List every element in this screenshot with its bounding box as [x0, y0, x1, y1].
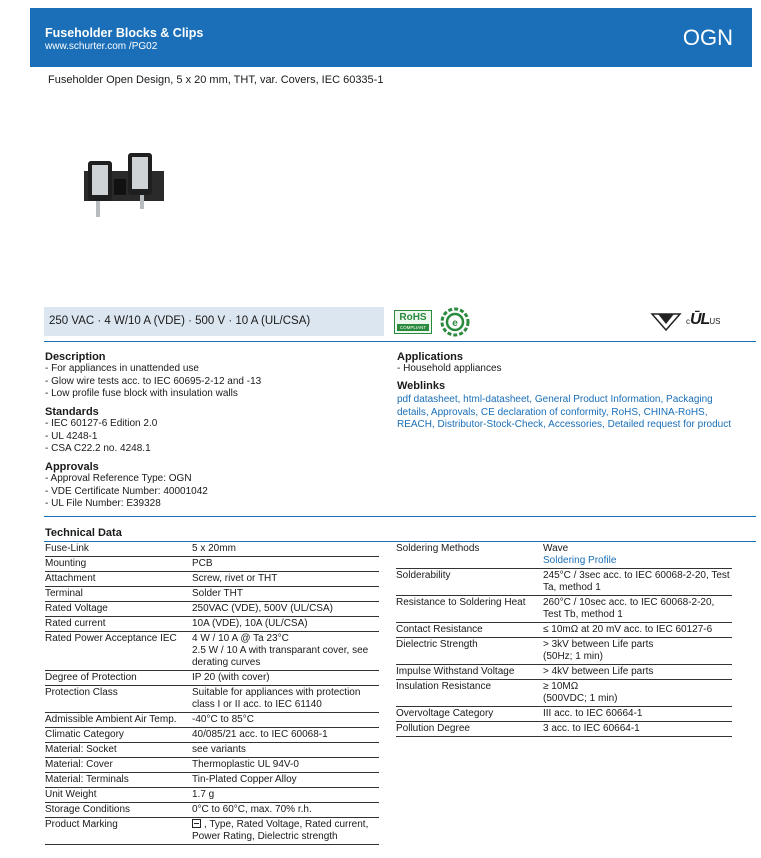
spec-key: Insulation Resistance [396, 680, 543, 707]
ul-c-label: c [686, 317, 690, 326]
spec-key: Resistance to Soldering Heat [396, 596, 543, 623]
spec-value: III acc. to IEC 60664-1 [543, 707, 732, 722]
table-row [396, 569, 732, 596]
vde-mark-icon [650, 312, 682, 332]
spec-value [192, 632, 379, 671]
list-item: - Low profile fuse block with insulation walls [45, 388, 238, 399]
spec-value: -40°C to 85°C [192, 713, 379, 728]
list-item: - CSA C22.2 no. 4248.1 [45, 443, 151, 454]
table-row [45, 803, 379, 818]
list-item: - UL File Number: E39328 [45, 498, 161, 509]
spec-value [543, 638, 732, 665]
table-row [45, 632, 379, 671]
product-code: OGN [682, 25, 733, 50]
spec-value [543, 542, 732, 569]
spec-value: 1.7 g [192, 788, 379, 803]
product-image [78, 145, 170, 220]
spec-value: see variants [192, 743, 379, 758]
table-row [396, 542, 732, 569]
weblinks-heading: Weblinks [397, 380, 446, 392]
table-row [45, 587, 379, 602]
spec-key: Storage Conditions [45, 803, 192, 818]
spec-key: Rated Voltage [45, 602, 192, 617]
table-row [396, 596, 732, 623]
table-row [45, 686, 379, 713]
spec-key: Protection Class [45, 686, 192, 713]
spec-value-line: (50Hz; 1 min) [543, 651, 604, 662]
spec-value: 3 acc. to IEC 60664-1 [543, 722, 732, 737]
spec-value: 10A (VDE), 10A (UL/CSA) [192, 617, 379, 632]
technical-data-heading: Technical Data [45, 527, 122, 539]
table-row [45, 572, 379, 587]
standards-list [45, 418, 157, 456]
list-item: - Household appliances [397, 363, 502, 374]
rohs-label: RoHS [399, 312, 427, 323]
spec-key: Attachment [45, 572, 192, 587]
table-row [45, 728, 379, 743]
table-row [396, 665, 732, 680]
spec-value: 40/085/21 acc. to IEC 60068-1 [192, 728, 379, 743]
table-row [45, 671, 379, 686]
spec-key: Pollution Degree [396, 722, 543, 737]
list-item: - For appliances in unattended use [45, 363, 199, 374]
product-subtitle: Fuseholder Open Design, 5 x 20 mm, THT, var. Covers, IEC 60335-1 [48, 74, 384, 86]
spec-value: 0°C to 60°C, max. 70% r.h. [192, 803, 379, 818]
spec-value: IP 20 (with cover) [192, 671, 379, 686]
table-row [45, 758, 379, 773]
spec-key: Dielectric Strength [396, 638, 543, 665]
page-header [30, 8, 752, 67]
table-row [45, 713, 379, 728]
list-item: - Approval Reference Type: OGN [45, 473, 192, 484]
table-row [45, 818, 379, 845]
approvals-list [45, 473, 208, 511]
list-item: - IEC 60127-6 Edition 2.0 [45, 418, 158, 429]
manufacturer-mark-icon [192, 819, 201, 828]
spec-value: 5 x 20mm [192, 542, 379, 557]
spec-value: > 4kV between Life parts [543, 665, 732, 680]
table-row [45, 557, 379, 572]
table-row [45, 602, 379, 617]
spec-value-line: 4 W / 10 A @ Ta 23°C [192, 633, 289, 644]
spec-key: Impulse Withstand Voltage [396, 665, 543, 680]
table-row [45, 542, 379, 557]
spec-key: Contact Resistance [396, 623, 543, 638]
applications-list [397, 363, 502, 376]
list-item: - UL 4248-1 [45, 430, 98, 442]
spec-key: Product Marking [45, 818, 192, 845]
spec-key: Fuse-Link [45, 542, 192, 557]
table-row [45, 617, 379, 632]
table-row [396, 638, 732, 665]
spec-key: Material: Terminals [45, 773, 192, 788]
technical-data-table-left [45, 542, 379, 845]
table-row [396, 722, 732, 737]
svg-text:e: e [452, 318, 458, 329]
description-heading: Description [45, 351, 106, 363]
weblinks-list[interactable]: pdf datasheet, html-datasheet, General Product Information, Packaging details, Approvals, CE declaration of conformity, RoHS, CHINA-RoHS, REACH, Distributor-Stock-Check, Accessories, Detailed request for product [397, 394, 732, 431]
standards-heading: Standards [45, 406, 99, 418]
cul-us-mark-icon: cŪLUS [686, 311, 721, 328]
divider [44, 516, 756, 517]
soldering-profile-link[interactable]: Soldering Profile [543, 555, 617, 566]
spec-key: Overvoltage Category [396, 707, 543, 722]
spec-value [543, 680, 732, 707]
spec-value: Tin-Plated Copper Alloy [192, 773, 379, 788]
spec-value: 250VAC (VDE), 500V (UL/CSA) [192, 602, 379, 617]
spec-key: Admissible Ambient Air Temp. [45, 713, 192, 728]
applications-heading: Applications [397, 351, 464, 363]
spec-key: Material: Socket [45, 743, 192, 758]
spec-key: Mounting [45, 557, 192, 572]
spec-key: Terminal [45, 587, 192, 602]
header-title: Fuseholder Blocks & Clips [45, 26, 204, 40]
list-item: - VDE Certificate Number: 40001042 [45, 485, 208, 497]
rating-bar [44, 307, 384, 336]
spec-value [192, 818, 379, 845]
spec-key: Degree of Protection [45, 671, 192, 686]
spec-value-line: > 3kV between Life parts [543, 639, 654, 650]
list-item: - Glow wire tests acc. to IEC 60695-2-12 and -13 [45, 375, 262, 387]
ul-us-label: US [709, 317, 721, 326]
table-row [396, 680, 732, 707]
description-list [45, 363, 261, 401]
rohs-sub-label: COMPLIANT [397, 324, 429, 331]
table-row [396, 623, 732, 638]
spec-value-text: , Type, Rated Voltage, Rated current, Power Rating, Dielectric strength [192, 819, 369, 842]
table-row [396, 707, 732, 722]
spec-key: Material: Cover [45, 758, 192, 773]
table-row [45, 773, 379, 788]
spec-key: Soldering Methods [396, 542, 543, 569]
spec-value: 260°C / 10sec acc. to IEC 60068-2-20, Test Tb, method 1 [543, 596, 732, 623]
spec-value: PCB [192, 557, 379, 572]
spec-value-line: ≥ 10MΩ [543, 681, 579, 692]
divider [44, 341, 756, 342]
spec-key: Climatic Category [45, 728, 192, 743]
china-rohs-icon [439, 307, 471, 337]
rohs-badge-icon [394, 310, 432, 334]
spec-value-line: 2.5 W / 10 A with transparant cover, see derating curves [192, 645, 369, 668]
spec-value: Screw, rivet or THT [192, 572, 379, 587]
spec-key: Unit Weight [45, 788, 192, 803]
spec-value: 245°C / 3sec acc. to IEC 60068-2-20, Test Ta, method 1 [543, 569, 732, 596]
spec-key: Solderability [396, 569, 543, 596]
spec-key: Rated Power Acceptance IEC [45, 632, 192, 671]
spec-value: Solder THT [192, 587, 379, 602]
rating-text: 250 VAC · 4 W/10 A (VDE) · 500 V · 10 A (UL/CSA) [49, 315, 311, 327]
header-url[interactable]: www.schurter.com /PG02 [45, 41, 158, 52]
spec-value: Thermoplastic UL 94V-0 [192, 758, 379, 773]
table-row [45, 788, 379, 803]
table-row [45, 743, 379, 758]
spec-value-line: Wave [543, 543, 569, 554]
spec-value-line: (500VDC; 1 min) [543, 693, 618, 704]
spec-value: Suitable for appliances with protection class I or II acc. to IEC 61140 [192, 686, 379, 713]
technical-data-table-right [396, 542, 732, 737]
spec-value: ≤ 10mΩ at 20 mV acc. to IEC 60127-6 [543, 623, 732, 638]
approvals-heading: Approvals [45, 461, 99, 473]
spec-key: Rated current [45, 617, 192, 632]
